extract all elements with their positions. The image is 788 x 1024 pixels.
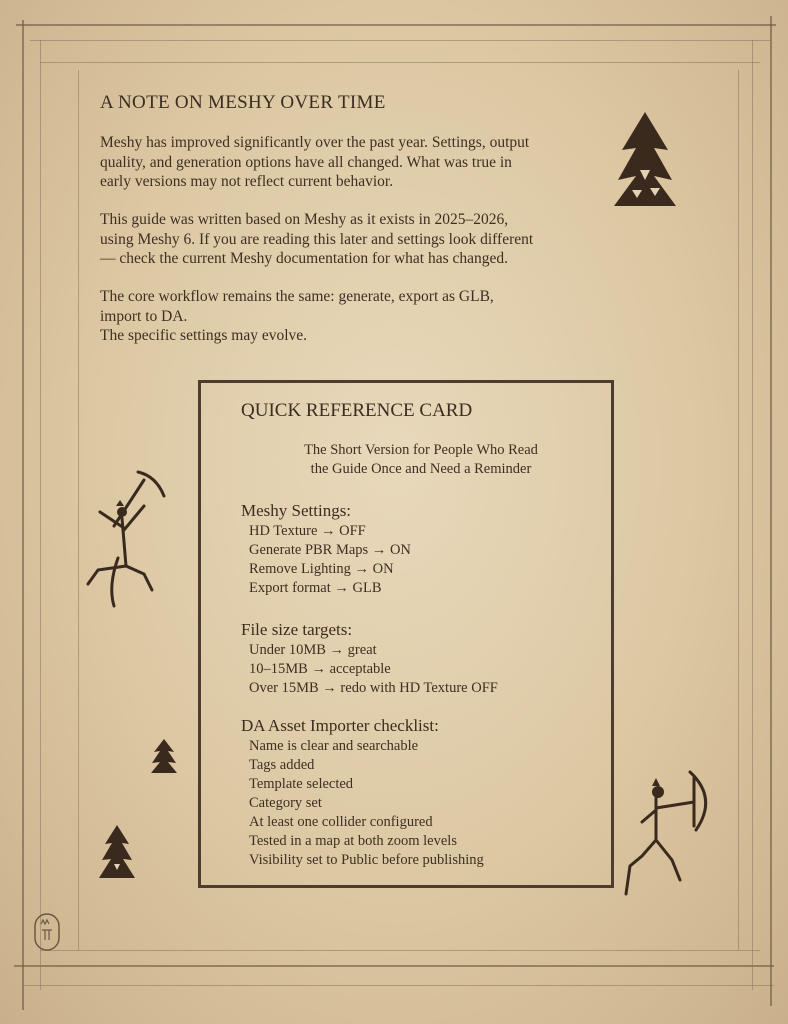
maker-seal-icon	[33, 912, 61, 952]
card-subtitle-line: The Short Version for People Who Read	[304, 442, 538, 458]
frame-line	[752, 40, 753, 990]
importer-checklist	[249, 737, 484, 870]
file-size-list	[249, 641, 498, 698]
card-title: QUICK REFERENCE CARD	[241, 400, 473, 421]
frame-line	[40, 950, 760, 951]
list-item: At least one collider configured	[249, 814, 433, 830]
frame-line	[22, 20, 24, 1010]
note-line: The specific settings may evolve.	[100, 327, 308, 344]
frame-line	[16, 24, 776, 26]
pine-tree-icon	[98, 824, 136, 880]
list-item: Remove Lighting → ON	[249, 561, 394, 577]
list-item: Tags added	[249, 757, 315, 773]
note-line: using Meshy 6. If you are reading this later and settings look different	[100, 230, 534, 248]
note-line: quality, and generation options have all changed. What was true in	[100, 153, 512, 171]
list-item: Export format → GLB	[249, 580, 382, 596]
checklist-heading: DA Asset Importer checklist:	[241, 716, 439, 735]
hunter-figure-icon	[78, 466, 170, 608]
note-line: early versions may not reflect current behavior.	[100, 173, 394, 190]
list-item: HD Texture → OFF	[249, 523, 366, 539]
note-paragraph-2	[100, 210, 620, 269]
note-line: — check the current Meshy documentation for what has changed.	[100, 250, 509, 267]
meshy-settings-list	[249, 522, 411, 598]
note-line: The core workflow remains the same: generate, export as GLB,	[100, 288, 494, 305]
frame-line	[24, 985, 774, 986]
frame-line	[770, 16, 772, 1006]
list-item: Tested in a map at both zoom levels	[249, 833, 457, 849]
list-item: Generate PBR Maps → ON	[249, 542, 411, 558]
list-item: Name is clear and searchable	[249, 738, 419, 754]
list-item: Visibility set to Public before publishing	[249, 852, 484, 868]
note-paragraph-3	[100, 287, 620, 346]
frame-line	[738, 70, 739, 950]
note-paragraph-1	[100, 133, 620, 192]
note-line: import to DA.	[100, 307, 188, 325]
file-size-heading: File size targets:	[241, 620, 353, 639]
note-line: This guide was written based on Meshy as it exists in 2025–2026,	[100, 211, 509, 228]
card-subtitle	[261, 441, 581, 479]
card-subtitle-line: the Guide Once and Need a Reminder	[310, 461, 532, 477]
frame-line	[40, 40, 41, 990]
meshy-settings-heading: Meshy Settings:	[241, 501, 352, 520]
pine-tree-icon	[150, 738, 178, 774]
note-title: A NOTE ON MESHY OVER TIME	[100, 92, 386, 113]
list-item: Over 15MB → redo with HD Texture OFF	[249, 680, 498, 696]
pine-tree-icon	[610, 110, 680, 210]
list-item: Template selected	[249, 776, 354, 792]
list-item: Category set	[249, 795, 322, 811]
list-item: 10–15MB → acceptable	[249, 661, 391, 677]
frame-line	[30, 40, 770, 41]
frame-line	[14, 965, 774, 967]
quick-reference-card	[198, 380, 614, 888]
archer-figure-icon	[620, 768, 720, 898]
note-line: Meshy has improved significantly over the past year. Settings, output	[100, 134, 530, 151]
list-item: Under 10MB → great	[249, 642, 377, 658]
frame-line	[40, 62, 760, 63]
